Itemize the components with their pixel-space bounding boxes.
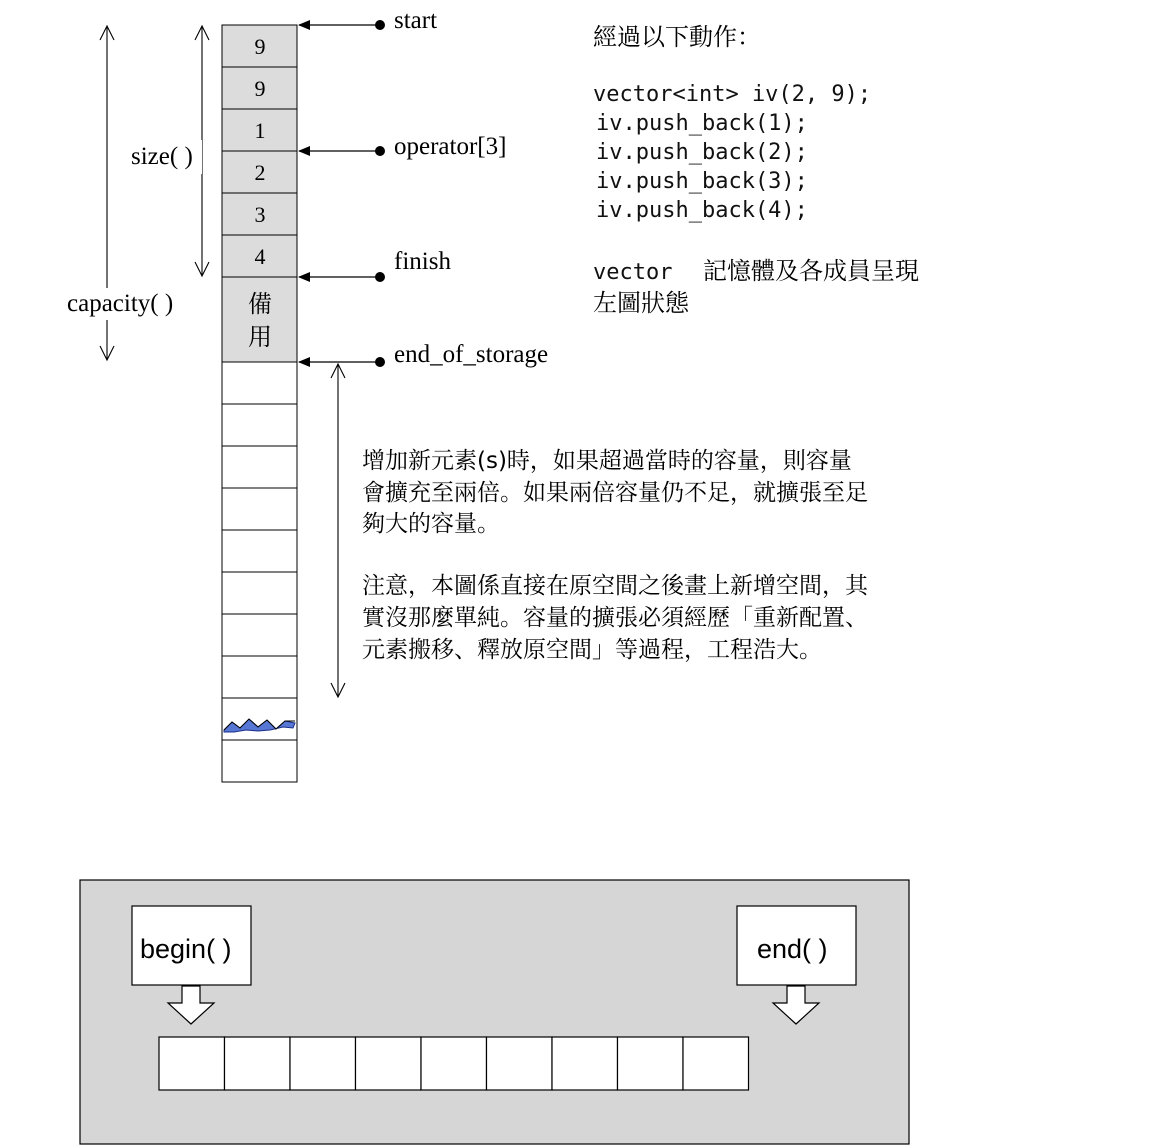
state-line-1: 記憶體及各成員呈現 [703,257,919,285]
growth-note-line: 增加新元素(s)時，如果超過當時的容量，則容量 [362,448,852,474]
spare-label-char-2: 用 [248,323,272,351]
size-label: size( ) [131,143,193,170]
growth-note-line: 夠大的容量。 [362,511,500,537]
iterator-cell [487,1037,553,1090]
caution-note-line: 元素搬移、釋放原空間」等過程，工程浩大。 [362,637,822,663]
end-label: end( ) [757,934,828,964]
cell-value: 9 [254,76,266,101]
end-of-storage-bullet [375,357,385,367]
finish-bullet [375,272,385,282]
capacity-label: capacity( ) [67,290,174,317]
end-of-storage-label: end_of_storage [394,341,549,368]
code-block [593,82,871,223]
begin-label: begin( ) [140,934,232,964]
cell-value: 2 [254,160,266,185]
growth-note-line: 會擴充至兩倍。如果兩倍容量仍不足，就擴張至足 [362,480,868,506]
iterator-cell [225,1037,291,1090]
iterator-cell [290,1037,356,1090]
growth-note [362,448,868,537]
iterator-cell [618,1037,684,1090]
state-line-2: 左圖狀態 [593,289,689,317]
start-label: start [394,7,438,34]
iterator-cell [356,1037,422,1090]
iterator-cell [552,1037,618,1090]
finish-label: finish [394,248,451,275]
code-line: iv.push_back(4); [596,198,808,223]
state-keyword: vector [593,260,673,285]
code-line: iv.push_back(1); [596,111,808,136]
code-line: iv.push_back(2); [596,140,808,165]
iterator-cell [159,1037,225,1090]
code-line: iv.push_back(3); [596,169,808,194]
cell-value: 3 [254,202,266,227]
cell-value: 4 [254,244,266,269]
iterator-cell [421,1037,487,1090]
operator-bullet [375,146,385,156]
caution-note-line: 實沒那麼單純。容量的擴張必須經歷「重新配置、 [362,605,868,631]
start-bullet [375,20,385,30]
caution-note-line: 注意，本圖係直接在原空間之後畫上新增空間，其 [362,573,868,599]
iterator-cell [683,1037,749,1090]
code-line: vector<int> iv(2, 9); [593,82,872,107]
description-heading: 經過以下動作： [593,23,761,51]
expansion-dimension [331,364,345,697]
cell-value: 1 [254,118,266,143]
operator-label: operator[3] [394,133,507,160]
iterator-cells [159,1037,749,1090]
cell-value: 9 [254,34,266,59]
caution-note [362,573,869,663]
spare-label-char-1: 備 [248,290,272,318]
